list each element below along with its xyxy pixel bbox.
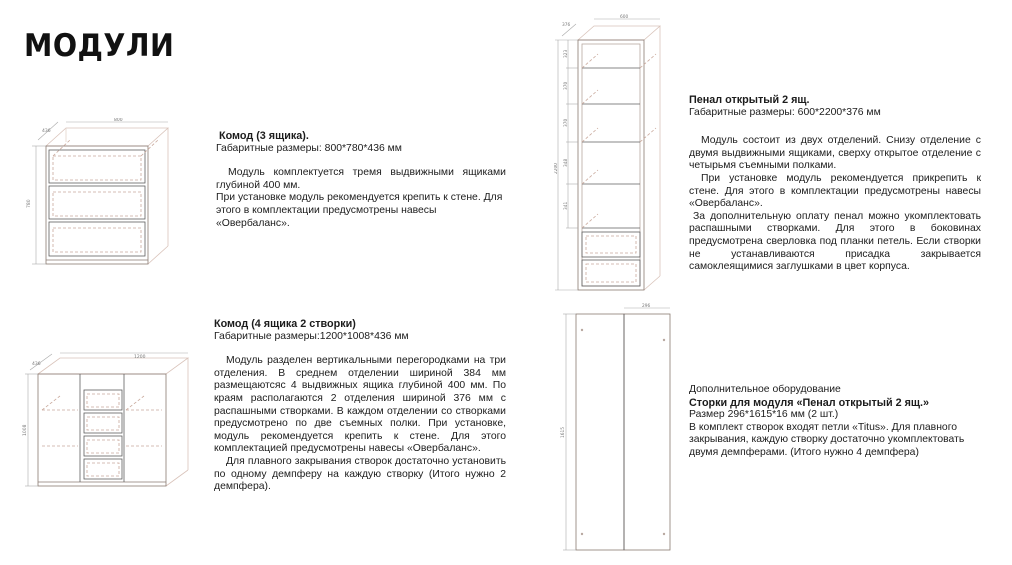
komod-4-drawing	[22, 352, 192, 494]
penal-height-label: 2200	[554, 163, 559, 174]
komod3-paragraph-2: При установке модуль рекомендуется крепить к стене. Для этого в комплектации предусмотрены навесы «Овербаланс».	[216, 192, 503, 229]
komod4-depth-label: 436	[32, 362, 41, 367]
komod3-paragraph-1: Модуль комплектуется тремя выдвижными ящиками глубиной 400 мм.	[216, 167, 506, 191]
doors-height-label: 1615	[561, 427, 566, 438]
komod3-depth-label: 436	[42, 129, 51, 134]
penal-paragraph-3: За дополнительную оплату пенал можно укомплектовать распашными створками. Для этого в боковинах предусмотрена сверловка под планки петель. Если створки не устанавливаются присадка закрывается самоклеящимися заглушками в цвет корпуса.	[689, 210, 981, 273]
doors-description	[689, 384, 981, 460]
komod3-height-label: 780	[27, 199, 32, 208]
penal-width-label: 600	[620, 15, 629, 20]
penal-paragraph-1: Модуль состоит из двух отделений. Снизу отделение с двумя выдвижными ящиками, сверху открытое отделение с четырьмя съемными полками.	[689, 135, 981, 172]
komod-3-description	[216, 130, 506, 230]
penal-shelf-label: 348	[564, 158, 569, 167]
komod4-height-label: 1008	[23, 424, 28, 436]
penal-description	[689, 94, 981, 274]
komod4-name: Комод (4 ящика 2 створки)	[214, 318, 356, 330]
penal-drawing	[554, 14, 672, 296]
page-title: МОДУЛИ	[24, 28, 175, 64]
doors-width-label: 296	[642, 304, 651, 309]
doors-size: Размер 296*1615*16 мм (2 шт.)	[689, 409, 839, 421]
penal-name: Пенал открытый 2 ящ.	[689, 94, 810, 106]
penal-shelf-label: 323	[564, 49, 569, 58]
penal-depth-label: 376	[562, 23, 571, 28]
penal-shelf-label: 370	[564, 81, 569, 90]
komod3-width-label: 800	[114, 118, 123, 123]
komod4-paragraph-1: Модуль разделен вертикальными перегородками на три отделения. В среднем отделении шириной 384 мм размещаютсяс 4 выдвижных ящика глубиной 400 мм. По краям располагаются 2 отделения шириной 376 мм с распашными створками. В каждом отделении со створками предусмотрено по две съемных полки. При установке, модуль рекомендуется крепить к стене. Для этого комплектацией предусмотрены навесы «Овербаланс».	[214, 355, 506, 455]
komod3-name: Комод (3 ящика).	[219, 130, 309, 142]
doors-paragraph-1: В комплект створок входят петли «Titus». Для плавного закрывания, каждую створку достаточно укомплектовать двумя демпферами. (Итого нужно 4 демпфера)	[689, 421, 965, 458]
doors-name: Сторки для модуля «Пенал открытый 2 ящ.»	[689, 396, 930, 409]
komod-4-description	[214, 318, 506, 494]
penal-dims: Габаритные размеры: 600*2200*376 мм	[689, 106, 881, 118]
penal-shelf-label: 341	[564, 201, 569, 210]
doors-heading: Дополнительное оборудование	[689, 384, 841, 395]
komod3-dims: Габаритные размеры: 800*780*436 мм	[216, 142, 402, 154]
penal-paragraph-2: При установке модуль рекомендуется прикрепить к стене. Для этого в комплектации предусмотрены навесы «Овербаланс».	[689, 172, 981, 210]
komod4-dims: Габаритные размеры:1200*1008*436 мм	[214, 330, 409, 342]
penal-shelf-label: 370	[564, 118, 569, 127]
doors-drawing	[560, 302, 672, 552]
komod4-paragraph-2: Для плавного закрывания створок достаточно установить по одному демпферу на каждую створку (Итого нужно 2 демпфера).	[214, 455, 506, 493]
komod4-width-label: 1200	[134, 355, 146, 360]
komod-3-drawing	[22, 118, 182, 268]
